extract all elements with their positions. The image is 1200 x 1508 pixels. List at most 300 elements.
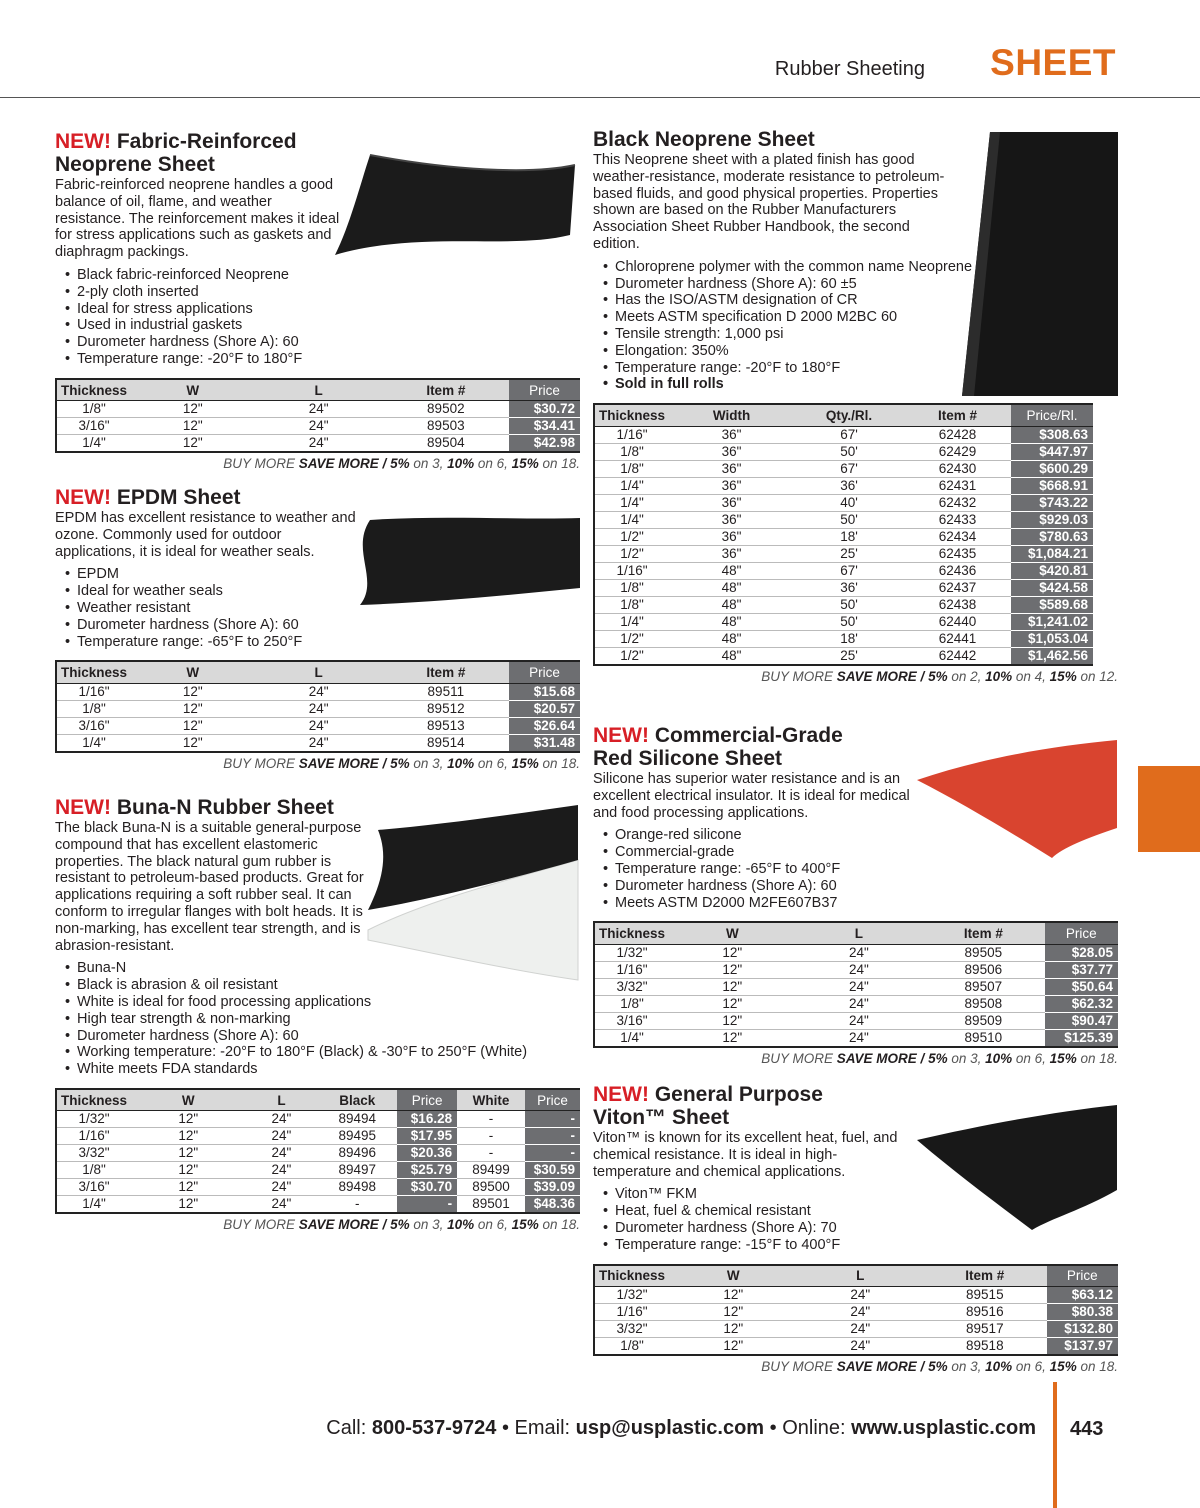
price-cell: $90.47 [1045, 1012, 1119, 1029]
table-cell: 25' [794, 647, 904, 665]
volume-discount-note [55, 456, 580, 471]
price-cell: $137.97 [1047, 1338, 1118, 1356]
table-cell: 62438 [904, 596, 1011, 613]
discount-text: 15% [511, 456, 539, 472]
table-cell: 1/4" [594, 477, 669, 494]
table-cell: 89515 [923, 1287, 1047, 1304]
table-cell: 1/2" [594, 545, 669, 562]
table-cell: 62434 [904, 528, 1011, 545]
table-cell: 67' [794, 426, 904, 443]
table-cell: 1/16" [56, 683, 131, 700]
table-cell: 12" [131, 1111, 246, 1128]
feature-item: • Chloroprene polymer with the common name Neoprene [601, 259, 1118, 276]
feature-item: • Tensile strength: 1,000 psi [601, 326, 1118, 343]
column-header: Thickness [56, 661, 131, 683]
discount-text: 5% [390, 456, 410, 472]
table-cell: 89510 [922, 1029, 1044, 1047]
volume-discount-note [593, 669, 1118, 684]
table-row[interactable] [594, 460, 1093, 477]
feature-item: • Black is abrasion & oil resistant [63, 977, 580, 994]
table-cell: 1/8" [594, 460, 669, 477]
column-header: Item # [923, 1265, 1047, 1287]
table-cell: 48" [669, 562, 794, 579]
table-cell: 1/4" [56, 734, 131, 752]
price-cell: $743.22 [1011, 494, 1093, 511]
discount-text: on 6, [474, 456, 512, 472]
column-header: Thickness [594, 404, 669, 426]
column-header: W [669, 922, 796, 944]
column-header: L [255, 379, 383, 401]
section-title: NEW! Fabric-Reinforced Neoprene Sheet [55, 130, 297, 176]
discount-text: 5% [390, 755, 410, 771]
price-cell: $20.57 [509, 700, 580, 717]
table-cell: 62430 [904, 460, 1011, 477]
price-table [55, 378, 580, 454]
discount-text: 5% [390, 1217, 410, 1233]
discount-text: on 2, [947, 668, 986, 684]
price-cell: $48.36 [525, 1196, 580, 1214]
price-cell: $26.64 [509, 717, 580, 734]
table-cell: 3/16" [56, 418, 131, 435]
table-row[interactable] [594, 596, 1093, 613]
table-cell: 89509 [922, 1012, 1044, 1029]
email-link[interactable]: usp@usplastic.com [575, 1417, 765, 1439]
feature-item: • Meets ASTM D2000 M2FE607B37 [601, 895, 1118, 912]
table-cell: 89495 [317, 1128, 397, 1145]
table-cell: 1/4" [56, 435, 131, 453]
discount-text: BUY MORE [761, 668, 837, 684]
table-cell: 12" [669, 1304, 797, 1321]
table-cell: 24" [796, 978, 923, 995]
table-cell: 24" [255, 418, 383, 435]
table-cell: 62432 [904, 494, 1011, 511]
table-cell: 1/8" [56, 1162, 131, 1179]
table-cell: 24" [246, 1179, 318, 1196]
price-table [593, 403, 1093, 666]
table-cell: 24" [255, 683, 383, 700]
table-cell: 89508 [922, 995, 1044, 1012]
table-cell: 1/8" [594, 579, 669, 596]
table-row[interactable] [56, 1179, 580, 1196]
discount-text: on 18. [538, 456, 580, 472]
table-cell: 24" [246, 1128, 318, 1145]
discount-text: on 18. [1076, 1359, 1118, 1375]
table-row[interactable] [594, 1304, 1118, 1321]
page-number: 443 [1070, 1418, 1104, 1440]
column-header: Price/Rl. [1011, 404, 1093, 426]
feature-item: • High tear strength & non-marking [63, 1011, 580, 1028]
table-cell: 62429 [904, 443, 1011, 460]
column-header: Thickness [594, 1265, 669, 1287]
feature-item: • White is ideal for food processing applications [63, 994, 580, 1011]
table-cell: 24" [796, 1012, 923, 1029]
price-cell: - [525, 1128, 580, 1145]
price-cell: - [397, 1196, 457, 1214]
discount-text: on 6, [474, 755, 512, 771]
price-cell: - [525, 1145, 580, 1162]
footer-divider [1053, 1382, 1057, 1508]
volume-discount-note [55, 756, 580, 771]
website-link[interactable]: www.usplastic.com [851, 1417, 1036, 1439]
table-cell: 1/4" [594, 494, 669, 511]
table-cell: 12" [131, 1145, 246, 1162]
price-cell: $1,053.04 [1011, 630, 1093, 647]
price-table [593, 921, 1118, 1048]
discount-text: 10% [985, 1359, 1013, 1375]
price-cell: $420.81 [1011, 562, 1093, 579]
discount-text: on 3, [947, 1050, 986, 1066]
table-cell: 24" [797, 1287, 923, 1304]
column-header: L [796, 922, 923, 944]
table-row[interactable] [594, 1287, 1118, 1304]
price-cell: $780.63 [1011, 528, 1093, 545]
table-row[interactable] [594, 443, 1093, 460]
price-cell: $132.80 [1047, 1321, 1118, 1338]
red-silicone-image [912, 738, 1120, 860]
table-cell: 36" [669, 426, 794, 443]
table-cell: 1/2" [594, 528, 669, 545]
discount-text: on 3, [409, 456, 448, 472]
price-table [593, 1264, 1118, 1357]
column-header: Price [397, 1089, 457, 1111]
table-cell: 89513 [383, 717, 509, 734]
discount-text: 10% [985, 1050, 1013, 1066]
table-cell: 89517 [923, 1321, 1047, 1338]
feature-item: • Temperature range: -20°F to 180°F [601, 360, 1118, 377]
price-cell: $1,084.21 [1011, 545, 1093, 562]
column-header: White [457, 1089, 525, 1111]
column-header: W [669, 1265, 797, 1287]
table-cell: 89514 [383, 734, 509, 752]
table-cell: 12" [131, 435, 254, 453]
discount-text: 15% [511, 1217, 539, 1233]
price-cell: $30.59 [525, 1162, 580, 1179]
table-header-row [56, 661, 580, 683]
feature-item: • White meets FDA standards [63, 1061, 580, 1078]
table-cell: 3/16" [594, 1012, 669, 1029]
feature-item: • Durometer hardness (Shore A): 60 [63, 334, 580, 351]
discount-text: SAVE MORE / [836, 1050, 929, 1066]
price-cell: $17.95 [397, 1128, 457, 1145]
price-cell: $80.38 [1047, 1304, 1118, 1321]
table-cell: 1/16" [594, 426, 669, 443]
table-row[interactable] [56, 435, 580, 453]
table-cell: 24" [255, 734, 383, 752]
table-row[interactable] [594, 1012, 1118, 1029]
table-row[interactable] [56, 1196, 580, 1214]
price-cell: $42.98 [509, 435, 580, 453]
table-row[interactable] [56, 1162, 580, 1179]
table-cell: 89499 [457, 1162, 525, 1179]
table-header-row [56, 379, 580, 401]
table-cell: 48" [669, 630, 794, 647]
table-cell: 24" [797, 1304, 923, 1321]
discount-text: 10% [447, 456, 475, 472]
header-divider [0, 97, 1200, 98]
column-header: Thickness [56, 1089, 131, 1111]
column-header: Item # [383, 661, 509, 683]
table-cell: 36" [669, 545, 794, 562]
table-row[interactable] [594, 477, 1093, 494]
table-cell: 1/2" [594, 630, 669, 647]
table-cell: 89503 [383, 418, 509, 435]
table-row[interactable] [56, 401, 580, 418]
table-cell: 24" [796, 944, 923, 961]
column-header: Price [525, 1089, 580, 1111]
table-row[interactable] [594, 579, 1093, 596]
table-row[interactable] [56, 683, 580, 700]
column-header: Black [317, 1089, 397, 1111]
table-cell: 50' [794, 613, 904, 630]
column-header: W [131, 1089, 246, 1111]
discount-text: SAVE MORE / [298, 456, 391, 472]
column-header: W [131, 379, 254, 401]
table-cell: 12" [669, 1338, 797, 1356]
feature-item: • Orange-red silicone [601, 827, 1118, 844]
discount-text: on 6, [1012, 1359, 1050, 1375]
fabric-neoprene-image [330, 135, 580, 260]
feature-item: • Buna-N [63, 960, 580, 977]
price-cell: $39.09 [525, 1179, 580, 1196]
section-side-tab[interactable] [1138, 766, 1200, 852]
table-cell: 24" [246, 1111, 318, 1128]
table-row[interactable] [594, 613, 1093, 630]
discount-text: BUY MORE [223, 456, 299, 472]
price-cell: $16.28 [397, 1111, 457, 1128]
price-cell: $34.41 [509, 418, 580, 435]
feature-item: • EPDM [63, 566, 580, 583]
price-cell: $31.48 [509, 734, 580, 752]
table-row[interactable] [56, 1111, 580, 1128]
table-cell: 89511 [383, 683, 509, 700]
table-cell: 62435 [904, 545, 1011, 562]
table-row[interactable] [594, 494, 1093, 511]
table-cell: 3/32" [594, 978, 669, 995]
section-title: NEW! EPDM Sheet [55, 486, 241, 509]
table-header-row [594, 404, 1093, 426]
table-cell: 12" [669, 1029, 796, 1047]
table-cell: 12" [669, 995, 796, 1012]
volume-discount-note [55, 1217, 580, 1232]
table-cell: 3/16" [56, 1179, 131, 1196]
footer-contact: Call: 800-537-9724 • Email: usp@usplastic.com • Online: www.usplastic.com [326, 1417, 1036, 1439]
price-cell: $15.68 [509, 683, 580, 700]
discount-text: 5% [928, 1050, 948, 1066]
table-row[interactable] [594, 545, 1093, 562]
table-row[interactable] [56, 418, 580, 435]
volume-discount-note [593, 1359, 1118, 1374]
column-header: Item # [904, 404, 1011, 426]
table-cell: 89507 [922, 978, 1044, 995]
table-cell: 24" [246, 1196, 318, 1214]
table-cell: 12" [131, 1196, 246, 1214]
epdm-image [350, 510, 582, 610]
table-cell: 24" [796, 995, 923, 1012]
table-row[interactable] [594, 978, 1118, 995]
table-header-row [56, 1089, 580, 1111]
table-cell: 89494 [317, 1111, 397, 1128]
table-cell: 3/16" [56, 717, 131, 734]
feature-item: • Used in industrial gaskets [63, 317, 580, 334]
table-row[interactable] [594, 1321, 1118, 1338]
table-cell: 24" [797, 1338, 923, 1356]
discount-text: BUY MORE [223, 1217, 299, 1233]
feature-item: • Meets ASTM specification D 2000 M2BC 60 [601, 309, 1118, 326]
column-header: Item # [922, 922, 1044, 944]
table-row[interactable] [594, 562, 1093, 579]
table-cell: 48" [669, 613, 794, 630]
feature-item: • Temperature range: -65°F to 400°F [601, 861, 1118, 878]
discount-text: 15% [1049, 668, 1077, 684]
table-cell: 12" [131, 683, 254, 700]
table-cell: 89502 [383, 401, 509, 418]
table-cell: 50' [794, 511, 904, 528]
table-cell: 89504 [383, 435, 509, 453]
table-row[interactable] [594, 647, 1093, 665]
table-row[interactable] [594, 995, 1118, 1012]
table-cell: 62431 [904, 477, 1011, 494]
table-cell: - [457, 1128, 525, 1145]
discount-text: BUY MORE [761, 1050, 837, 1066]
header-title: Rubber Sheeting [774, 58, 925, 80]
feature-item: • Working temperature: -20°F to 180°F (Black) & -30°F to 250°F (White) [63, 1044, 580, 1061]
feature-item: • Weather resistant [63, 600, 580, 617]
table-cell: 12" [131, 700, 254, 717]
column-header: L [797, 1265, 923, 1287]
table-cell: 89518 [923, 1338, 1047, 1356]
section-title: NEW! Buna-N Rubber Sheet [55, 796, 334, 819]
table-cell: 36" [669, 528, 794, 545]
table-cell: 1/16" [594, 1304, 669, 1321]
table-cell: 36' [794, 477, 904, 494]
section-description: EPDM has excellent resistance to weather and ozone. Commonly used for outdoor applications, it is ideal for weather seals. [55, 510, 356, 560]
price-cell: $62.32 [1045, 995, 1119, 1012]
feature-item: • Elongation: 350% [601, 343, 1118, 360]
table-cell: 24" [246, 1162, 318, 1179]
table-cell: 25' [794, 545, 904, 562]
table-cell: 1/32" [56, 1111, 131, 1128]
header-section-label: SHEET [990, 42, 1116, 83]
table-cell: 12" [131, 418, 254, 435]
column-header: Price [1047, 1265, 1118, 1287]
discount-text: on 18. [1076, 1050, 1118, 1066]
table-cell: 89512 [383, 700, 509, 717]
table-cell: 12" [669, 1012, 796, 1029]
discount-text: on 6, [474, 1217, 512, 1233]
table-cell: 1/16" [594, 961, 669, 978]
discount-text: BUY MORE [223, 755, 299, 771]
black-neoprene-roll-image [960, 130, 1120, 398]
feature-item: • Temperature range: -65°F to 250°F [63, 634, 580, 651]
price-cell: $50.64 [1045, 978, 1119, 995]
price-cell: $30.70 [397, 1179, 457, 1196]
table-cell: 62442 [904, 647, 1011, 665]
discount-text: 15% [511, 755, 539, 771]
table-row[interactable] [56, 1145, 580, 1162]
table-row[interactable] [594, 426, 1093, 443]
price-cell: $668.91 [1011, 477, 1093, 494]
feature-item: • Temperature range: -15°F to 400°F [601, 1237, 1118, 1254]
table-cell: 12" [669, 944, 796, 961]
table-row[interactable] [594, 944, 1118, 961]
table-cell: 1/32" [594, 1287, 669, 1304]
price-cell: $28.05 [1045, 944, 1119, 961]
feature-item: • Durometer hardness (Shore A): 60 [63, 1028, 580, 1045]
table-cell: 62433 [904, 511, 1011, 528]
column-header: Width [669, 404, 794, 426]
feature-item: • Heat, fuel & chemical resistant [601, 1203, 1118, 1220]
table-cell: 89497 [317, 1162, 397, 1179]
feature-item: • 2-ply cloth inserted [63, 284, 580, 301]
price-cell: $447.97 [1011, 443, 1093, 460]
price-table [55, 1088, 580, 1215]
table-row[interactable] [594, 1338, 1118, 1356]
column-header: Thickness [594, 922, 669, 944]
table-cell: 1/8" [56, 401, 131, 418]
section-description: Silicone has superior water resistance and is an excellent electrical insulator. It is ideal for medical and food processing applications. [593, 771, 910, 821]
discount-text: 10% [985, 668, 1013, 684]
phone-number[interactable]: 800-537-9724 [371, 1417, 497, 1439]
table-row[interactable] [56, 717, 580, 734]
table-cell: 62436 [904, 562, 1011, 579]
column-header: L [255, 661, 383, 683]
section-title: NEW! General Purpose Viton™ Sheet [593, 1083, 823, 1129]
table-cell: 1/8" [594, 1338, 669, 1356]
table-cell: 48" [669, 596, 794, 613]
table-cell: 36' [794, 579, 904, 596]
table-cell: 89498 [317, 1179, 397, 1196]
price-cell: - [525, 1111, 580, 1128]
table-cell: 24" [796, 1029, 923, 1047]
table-cell: 1/8" [594, 995, 669, 1012]
table-cell: 89505 [922, 944, 1044, 961]
price-cell: $20.36 [397, 1145, 457, 1162]
price-cell: $308.63 [1011, 426, 1093, 443]
discount-text: on 3, [409, 1217, 448, 1233]
table-row[interactable] [594, 630, 1093, 647]
feature-item: • Temperature range: -20°F to 180°F [63, 351, 580, 368]
section-description: The black Buna-N is a suitable general-purpose compound that has excellent elastomeric properties. The black natural gum rubber is resistant to petroleum-based products. Great for applications requiring a soft rubber seal. It can conform to irregular flanges with bolt heads. It is non-marking, has excellent tear strength, and is abrasion-resistant. [55, 820, 364, 954]
table-row[interactable] [594, 1029, 1118, 1047]
discount-text: 5% [928, 668, 948, 684]
table-cell: 1/4" [594, 1029, 669, 1047]
column-header: Price [509, 379, 580, 401]
price-cell: $125.39 [1045, 1029, 1119, 1047]
feature-list [63, 267, 580, 368]
discount-text: 10% [447, 1217, 475, 1233]
table-cell: 24" [255, 401, 383, 418]
table-cell: - [457, 1111, 525, 1128]
column-header: Item # [383, 379, 509, 401]
table-cell: 12" [131, 717, 254, 734]
table-cell: 12" [669, 1321, 797, 1338]
table-cell: 3/32" [594, 1321, 669, 1338]
table-cell: 62441 [904, 630, 1011, 647]
table-row[interactable] [594, 528, 1093, 545]
discount-text: SAVE MORE / [298, 755, 391, 771]
table-row[interactable] [56, 1128, 580, 1145]
column-header: L [246, 1089, 318, 1111]
table-row[interactable] [594, 511, 1093, 528]
section-description: Fabric-reinforced neoprene handles a good balance of oil, flame, and weather resistance. The reinforcement makes it ideal for stress applications such as gaskets and diaphragm packings. [55, 177, 340, 261]
discount-text: on 6, [1012, 1050, 1050, 1066]
table-cell: 18' [794, 630, 904, 647]
table-row[interactable] [594, 961, 1118, 978]
table-row[interactable] [56, 700, 580, 717]
table-row[interactable] [56, 734, 580, 752]
discount-text: 10% [447, 755, 475, 771]
table-cell: 24" [255, 717, 383, 734]
